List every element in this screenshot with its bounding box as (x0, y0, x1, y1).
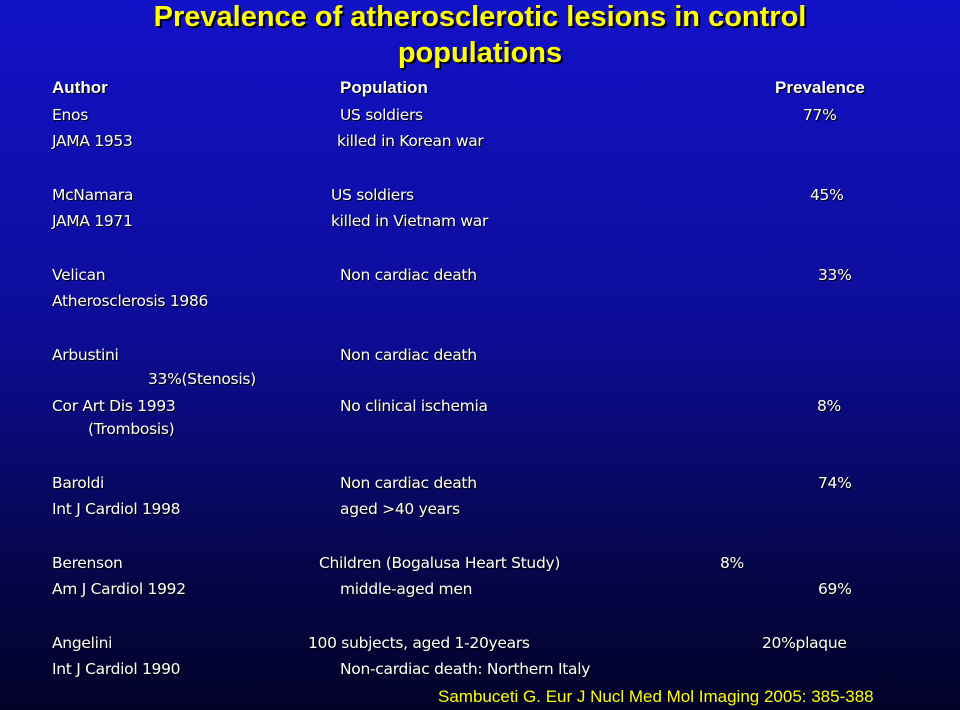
slide-title-line2: populations (397, 37, 563, 69)
row-berenson-prevalence-children: 8% (720, 554, 744, 572)
row-enos-population-detail: killed in Korean war (337, 132, 484, 150)
row-baroldi-population-detail: aged >40 years (340, 500, 460, 518)
reference-citation: Sambuceti G. Eur J Nucl Med Mol Imaging 2005: 385-388 (438, 687, 874, 706)
row-angelini-population: 100 subjects, aged 1-20years (308, 634, 530, 652)
row-arbustini-trombosis: (Trombosis) (88, 420, 175, 438)
row-arbustini-author: Arbustini (52, 346, 119, 364)
row-berenson-prevalence-men: 69% (818, 580, 852, 598)
row-mcnamara-prevalence: 45% (810, 186, 844, 204)
row-angelini-author: Angelini (52, 634, 113, 652)
row-velican-prevalence: 33% (818, 266, 852, 284)
row-berenson-author: Berenson (52, 554, 123, 572)
row-arbustini-population: Non cardiac death (340, 346, 477, 364)
row-arbustini-stenosis: 33%(Stenosis) (148, 370, 256, 388)
slide-title-line1: Prevalence of atherosclerotic lesions in control (153, 1, 807, 33)
row-velican-population: Non cardiac death (340, 266, 477, 284)
row-enos-journal: JAMA 1953 (52, 132, 133, 150)
row-velican-author: Velican (52, 266, 106, 284)
row-angelini-population-detail: Non-cardiac death: Northern Italy (340, 660, 591, 678)
row-berenson-population: Children (Bogalusa Heart Study) (319, 554, 561, 572)
row-berenson-journal: Am J Cardiol 1992 (52, 580, 186, 598)
row-baroldi-journal: Int J Cardiol 1998 (52, 500, 181, 518)
row-velican-journal: Atherosclerosis 1986 (52, 292, 209, 310)
row-enos-population: US soldiers (340, 106, 423, 124)
row-mcnamara-population-detail: killed in Vietnam war (331, 212, 489, 230)
row-baroldi-population: Non cardiac death (340, 474, 477, 492)
row-angelini-journal: Int J Cardiol 1990 (52, 660, 181, 678)
row-arbustini-journal: Cor Art Dis 1993 (52, 397, 176, 415)
row-mcnamara-population: US soldiers (331, 186, 414, 204)
row-baroldi-author: Baroldi (52, 474, 104, 492)
row-mcnamara-journal: JAMA 1971 (52, 212, 133, 230)
row-mcnamara-author: McNamara (52, 186, 134, 204)
row-enos-prevalence: 77% (803, 106, 837, 124)
header-prevalence: Prevalence (775, 78, 865, 97)
row-berenson-population-detail: middle-aged men (340, 580, 473, 598)
row-arbustini-population-detail: No clinical ischemia (340, 397, 488, 415)
row-angelini-prevalence: 20%plaque (762, 634, 847, 652)
header-author: Author (52, 78, 108, 97)
row-enos-author: Enos (52, 106, 88, 124)
row-baroldi-prevalence: 74% (818, 474, 852, 492)
header-population: Population (340, 78, 428, 97)
row-arbustini-prevalence: 8% (817, 397, 841, 415)
